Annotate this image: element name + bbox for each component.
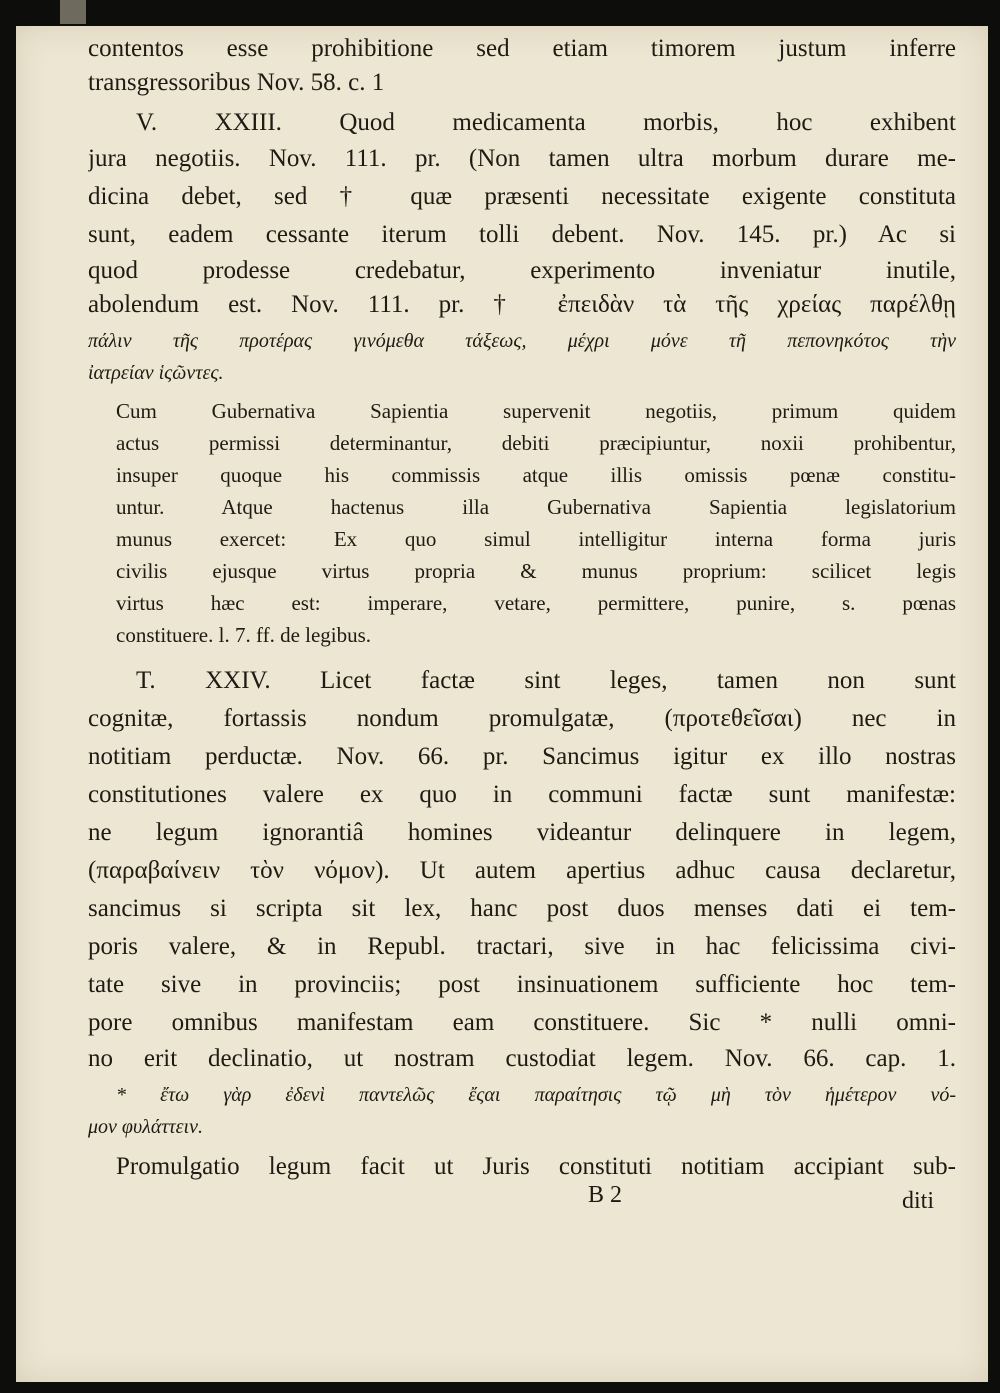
book-page bbox=[16, 26, 988, 1382]
section-heading-xxiii: V. XXIII. Quod medicamenta morbis, hoc exhibent bbox=[136, 109, 956, 136]
text-line: sancimus si scripta sit lex, hanc post duos menses dati ei tem- bbox=[88, 895, 956, 922]
greek-footnote-line: μον φυλάττειν. bbox=[88, 1116, 203, 1138]
commentary-line: Cum Gubernativa Sapientia supervenit negotiis, primum quidem bbox=[116, 399, 956, 423]
text-line: poris valere, & in Republ. tractari, sive in hac felicissima civi- bbox=[88, 933, 956, 960]
text-line: contentos esse prohibitione sed etiam timorem justum inferre bbox=[88, 35, 956, 62]
signature-mark: B 2 bbox=[588, 1182, 623, 1208]
commentary-line: constituere. l. 7. ff. de legibus. bbox=[116, 623, 372, 647]
page-edge-tab bbox=[60, 0, 86, 24]
text-line: sunt, eadem cessante iterum tolli debent. Nov. 145. pr.) Ac si bbox=[88, 221, 956, 248]
text-line: ne legum ignorantiâ homines videantur delinquere in legem, bbox=[88, 819, 956, 846]
greek-quote-line: πάλιν τῆς προτέρας γινόμεθα τάξεως, μέχρι μόνε τῆ πεπονηκότος τὴν bbox=[88, 330, 956, 352]
text-line: no erit declinatio, ut nostram custodiat legem. Nov. 66. cap. 1. bbox=[88, 1045, 956, 1072]
greek-quote-line: ἰατρείαν ἱςῶντες. bbox=[88, 362, 224, 384]
text-line: pore omnibus manifestam eam constituere. Sic * nulli omni- bbox=[88, 1009, 956, 1036]
section-heading-xxiv: T. XXIV. Licet factæ sint leges, tamen non sunt bbox=[136, 667, 956, 694]
text-line: jura negotiis. Nov. 111. pr. (Non tamen ultra morbum durare me- bbox=[88, 145, 956, 172]
text-line: notitiam perductæ. Nov. 66. pr. Sancimus igitur ex illo nostras bbox=[88, 743, 956, 770]
commentary-line: untur. Atque hactenus illa Gubernativa Sapientia legislatorium bbox=[116, 495, 956, 519]
greek-footnote-line: * ἔτω γὰρ ἐδενὶ παντελῶς ἔςαι παραίτησις τῷ μὴ τὸν ἡμέτερον νό- bbox=[116, 1084, 956, 1106]
text-line: cognitæ, fortassis nondum promulgatæ, (προτεθεῖσαι) nec in bbox=[88, 705, 956, 732]
text-line: quod prodesse credebatur, experimento inveniatur inutile, bbox=[88, 257, 956, 284]
text-line: constitutiones valere ex quo in communi factæ sunt manifestæ: bbox=[88, 781, 956, 808]
commentary-line: insuper quoque his commissis atque illis omissis pœnæ constitu- bbox=[116, 463, 956, 487]
commentary-line: actus permissi determinantur, debiti præcipiuntur, noxii prohibentur, bbox=[116, 431, 956, 455]
text-line: Promulgatio legum facit ut Juris constituti notitiam accipiant sub- bbox=[116, 1153, 956, 1180]
text-line: (παραβαίνειν τὸν νόμον). Ut autem apertius adhuc causa declaretur, bbox=[88, 857, 956, 884]
commentary-line: civilis ejusque virtus propria & munus proprium: scilicet legis bbox=[116, 559, 956, 583]
text-line: tate sive in provinciis; post insinuationem sufficiente hoc tem- bbox=[88, 971, 956, 998]
commentary-line: munus exercet: Ex quo simul intelligitur interna forma juris bbox=[116, 527, 956, 551]
text-line: dicina debet, sed † quæ præsenti necessitate exigente constituta bbox=[88, 183, 956, 210]
catchword: diti bbox=[902, 1188, 935, 1214]
commentary-line: virtus hæc est: imperare, vetare, permittere, punire, s. pœnas bbox=[116, 591, 956, 615]
text-line: transgressoribus Nov. 58. c. 1 bbox=[88, 69, 385, 96]
text-line: abolendum est. Nov. 111. pr. † ἐπειδὰν τὰ τῆς χρείας παρέλθῃ bbox=[88, 291, 956, 318]
